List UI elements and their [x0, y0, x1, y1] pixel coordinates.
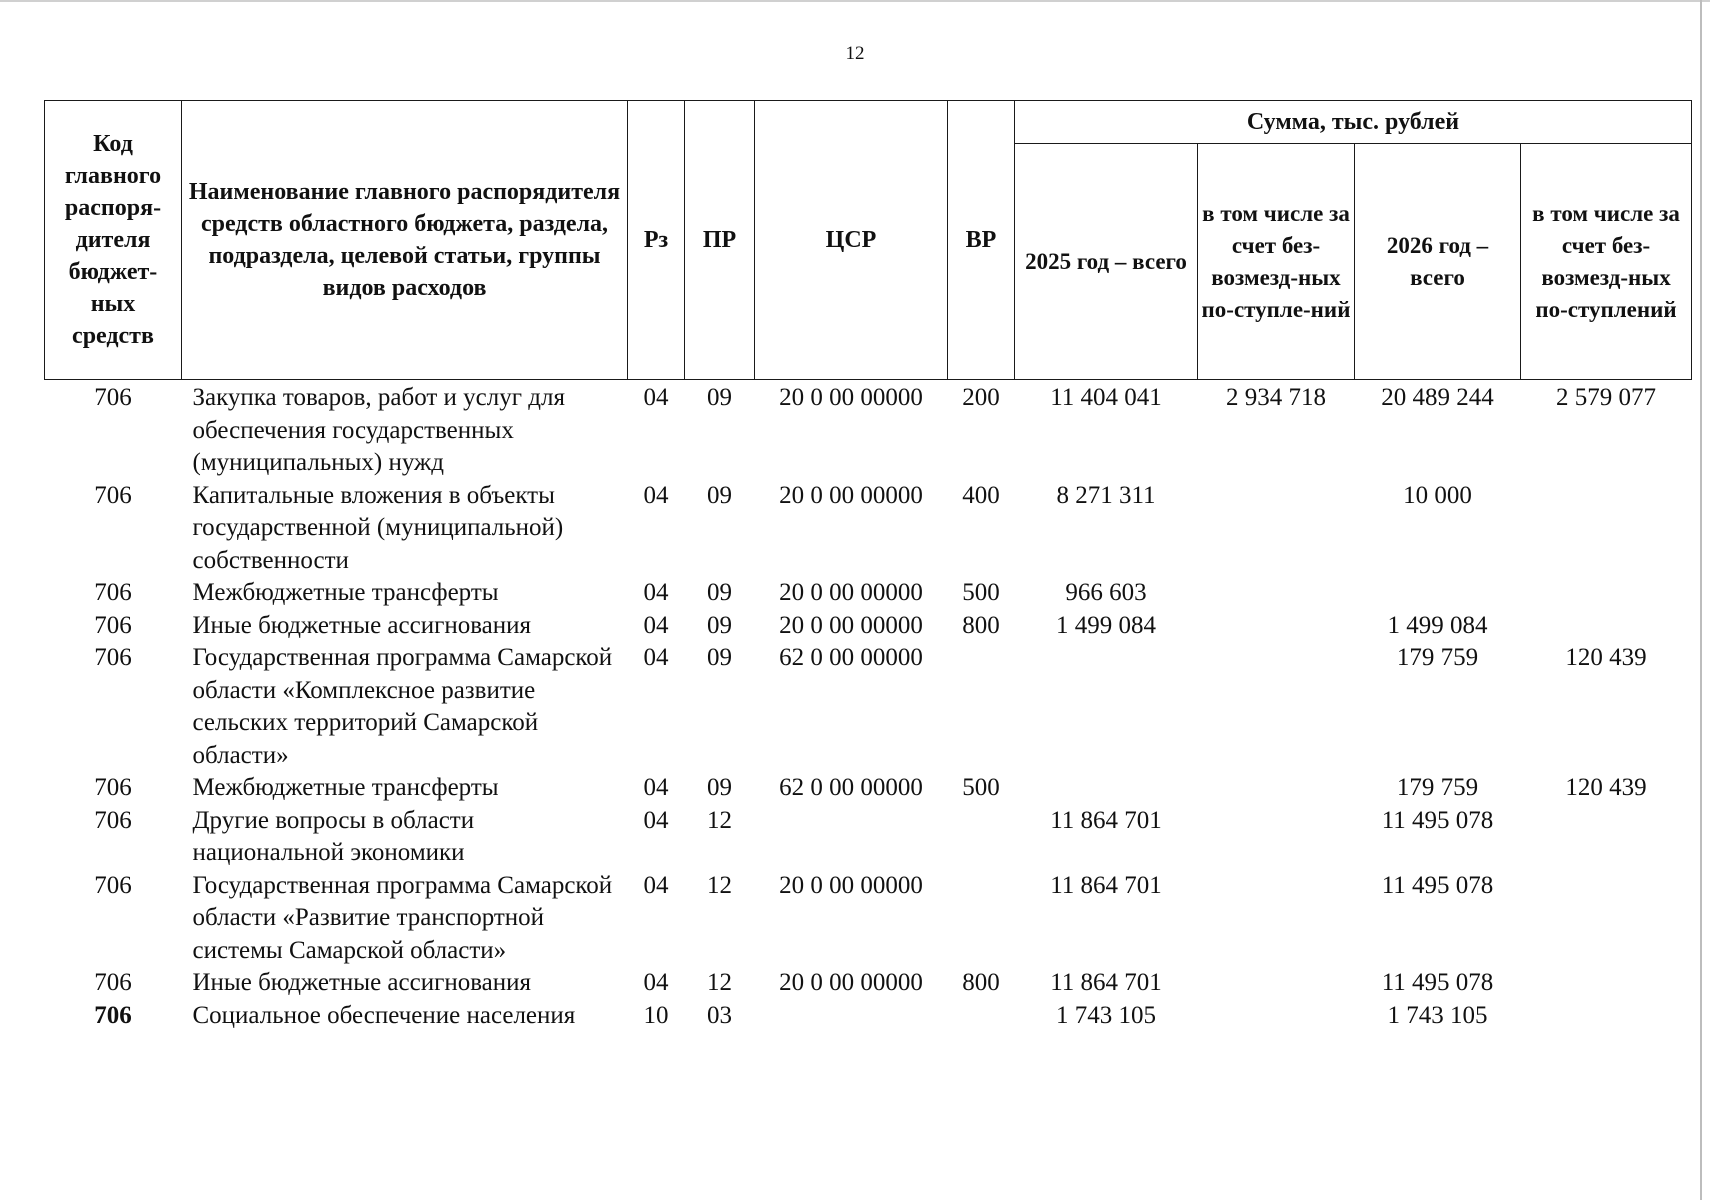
cell-2026-total: [1355, 577, 1521, 610]
cell-2025-grants: [1198, 870, 1355, 968]
cell-code: 706: [94, 1001, 132, 1029]
cell-2025-grants: 2 934 718: [1226, 384, 1326, 411]
page-number: 12: [845, 43, 865, 64]
header-2026-total: 2026 год – всего: [1355, 144, 1521, 380]
table-row: [45, 967, 1692, 1000]
cell-2026-total: 10 000: [1403, 481, 1472, 509]
cell-csr: 62 0 00 00000: [779, 644, 923, 671]
table-row: [45, 642, 1692, 772]
cell-code: 706: [94, 969, 132, 996]
cell-pr: 09: [707, 384, 732, 411]
cell-2026-grants: 120 439: [1565, 644, 1647, 671]
header-vr: ВР: [948, 101, 1015, 380]
cell-name: Межбюджетные трансферты: [192, 579, 499, 606]
table-row: [45, 380, 1692, 480]
cell-2025-total: [1015, 642, 1198, 772]
cell-2025-total: 11 404 041: [1050, 384, 1162, 411]
cell-code: 706: [94, 481, 132, 509]
table-row: [45, 1000, 1692, 1033]
cell-csr: [755, 1000, 948, 1033]
cell-name: Межбюджетные трансферты: [192, 774, 499, 801]
cell-pr: 09: [707, 644, 732, 671]
cell-name: Иные бюджетные ассигнования: [192, 969, 532, 996]
cell-2025-grants: [1198, 480, 1355, 578]
cell-name: Капитальные вложения в объекты государственной (муниципальной) собственности: [192, 481, 564, 574]
cell-name: Закупка товаров, работ и услуг для обеспечения государственных (муниципальных) нужд: [192, 384, 565, 476]
table-row: [45, 577, 1692, 610]
cell-2026-total: 179 759: [1396, 644, 1479, 671]
header-pr: ПР: [685, 101, 755, 380]
cell-2026-grants: [1521, 1000, 1692, 1033]
cell-pr: 12: [707, 969, 732, 996]
cell-rz: 04: [643, 611, 669, 639]
cell-csr: 20 0 00 00000: [779, 481, 923, 509]
cell-2025-total: 11 864 701: [1050, 969, 1162, 996]
cell-vr: [948, 805, 1015, 870]
cell-code: 706: [94, 774, 132, 801]
cell-2026-grants: 2 579 077: [1556, 384, 1656, 411]
header-csr: ЦСР: [755, 101, 948, 380]
table-row: [45, 480, 1692, 578]
header-code: Код главного распоря-дителя бюджет-ных средств: [45, 101, 182, 380]
header-sum: Сумма, тыс. рублей: [1015, 101, 1692, 144]
cell-pr: 12: [707, 806, 732, 834]
table-row: [45, 805, 1692, 870]
cell-csr: 20 0 00 00000: [779, 969, 923, 996]
cell-2025-grants: [1198, 1000, 1355, 1033]
table-body: [45, 380, 1692, 1033]
cell-2026-grants: [1521, 610, 1692, 643]
cell-csr: 62 0 00 00000: [779, 774, 923, 801]
cell-rz: 04: [643, 384, 669, 411]
cell-pr: 12: [707, 871, 732, 899]
cell-pr: 09: [707, 774, 732, 801]
header-rz: Рз: [628, 101, 685, 380]
cell-csr: [755, 805, 948, 870]
cell-pr: 09: [707, 481, 732, 509]
cell-csr: 20 0 00 00000: [779, 579, 923, 606]
cell-vr: 800: [962, 611, 1000, 639]
cell-rz: 04: [643, 579, 669, 606]
cell-2026-total: 11 495 078: [1381, 969, 1494, 996]
scan-edge-line: [1700, 0, 1702, 1200]
cell-rz: 04: [643, 481, 669, 509]
cell-code: 706: [94, 384, 132, 411]
cell-2026-total: 179 759: [1396, 774, 1479, 801]
cell-vr: [948, 870, 1015, 968]
cell-rz: 10: [643, 1001, 669, 1029]
table-row: [45, 870, 1692, 968]
cell-name: Другие вопросы в области национальной экономики: [192, 806, 475, 866]
cell-csr: 20 0 00 00000: [779, 611, 923, 639]
cell-name: Государственная программа Самарской области «Комплексное развитие сельских территорий Самарской области»: [192, 644, 613, 769]
cell-2026-grants: [1521, 805, 1692, 870]
cell-2025-total: 11 864 701: [1050, 806, 1162, 834]
cell-rz: 04: [643, 774, 669, 801]
cell-2025-total: 11 864 701: [1050, 871, 1162, 899]
cell-rz: 04: [643, 644, 669, 671]
cell-vr: 200: [962, 384, 1000, 411]
scan-border-line: [0, 0, 1710, 2]
cell-2025-grants: [1198, 642, 1355, 772]
cell-vr: 800: [962, 969, 1000, 996]
table-header: [45, 101, 1692, 380]
cell-2026-total: 11 495 078: [1381, 806, 1494, 834]
cell-pr: 09: [707, 579, 732, 606]
cell-vr: 400: [962, 481, 1000, 509]
header-name: Наименование главного распорядителя средств областного бюджета, раздела, подраздела, целевой статьи, группы видов расходов: [182, 101, 628, 380]
cell-2026-grants: [1521, 870, 1692, 968]
cell-rz: 04: [643, 969, 669, 996]
cell-pr: 09: [707, 611, 732, 639]
cell-2026-total: 1 499 084: [1387, 611, 1488, 639]
cell-2026-grants: [1521, 480, 1692, 578]
cell-2026-grants: [1521, 577, 1692, 610]
cell-2025-grants: [1198, 577, 1355, 610]
cell-2025-grants: [1198, 805, 1355, 870]
cell-rz: 04: [643, 871, 669, 899]
cell-vr: 500: [962, 579, 1000, 606]
cell-name: Иные бюджетные ассигнования: [192, 611, 532, 639]
cell-code: 706: [94, 871, 132, 899]
cell-code: 706: [94, 579, 132, 606]
cell-2025-grants: [1198, 610, 1355, 643]
cell-code: 706: [94, 611, 132, 639]
cell-code: 706: [94, 644, 132, 671]
cell-pr: 03: [707, 1001, 732, 1029]
cell-2025-total: 8 271 311: [1056, 481, 1156, 509]
cell-code: 706: [94, 806, 132, 834]
budget-table: [44, 100, 1692, 1032]
cell-vr: [948, 642, 1015, 772]
header-2025-grants: в том числе за счет без-возмезд-ных по-ступле-ний: [1198, 144, 1355, 380]
cell-2026-grants: 120 439: [1565, 774, 1647, 801]
cell-2025-total: 1 499 084: [1056, 611, 1156, 639]
cell-vr: [948, 1000, 1015, 1033]
cell-2025-total: 966 603: [1065, 579, 1147, 606]
cell-2025-total: [1015, 772, 1198, 805]
header-2026-grants: в том числе за счет без-возмезд-ных по-ступлений: [1521, 144, 1692, 380]
cell-rz: 04: [643, 806, 669, 834]
cell-vr: 500: [962, 774, 1000, 801]
cell-2025-grants: [1198, 772, 1355, 805]
cell-2026-total: 11 495 078: [1381, 871, 1494, 899]
cell-2026-grants: [1521, 967, 1692, 1000]
cell-2026-total: 1 743 105: [1387, 1001, 1488, 1029]
cell-csr: 20 0 00 00000: [779, 871, 923, 899]
header-2025-total: 2025 год – всего: [1015, 144, 1198, 380]
cell-2026-total: 20 489 244: [1381, 384, 1494, 411]
cell-2025-grants: [1198, 967, 1355, 1000]
cell-name: Социальное обеспечение населения: [192, 1001, 576, 1029]
table-row: [45, 610, 1692, 643]
table-row: [45, 772, 1692, 805]
cell-name: Государственная программа Самарской области «Развитие транспортной системы Самарской области»: [192, 871, 613, 964]
cell-csr: 20 0 00 00000: [779, 384, 923, 411]
cell-2025-total: 1 743 105: [1056, 1001, 1156, 1029]
